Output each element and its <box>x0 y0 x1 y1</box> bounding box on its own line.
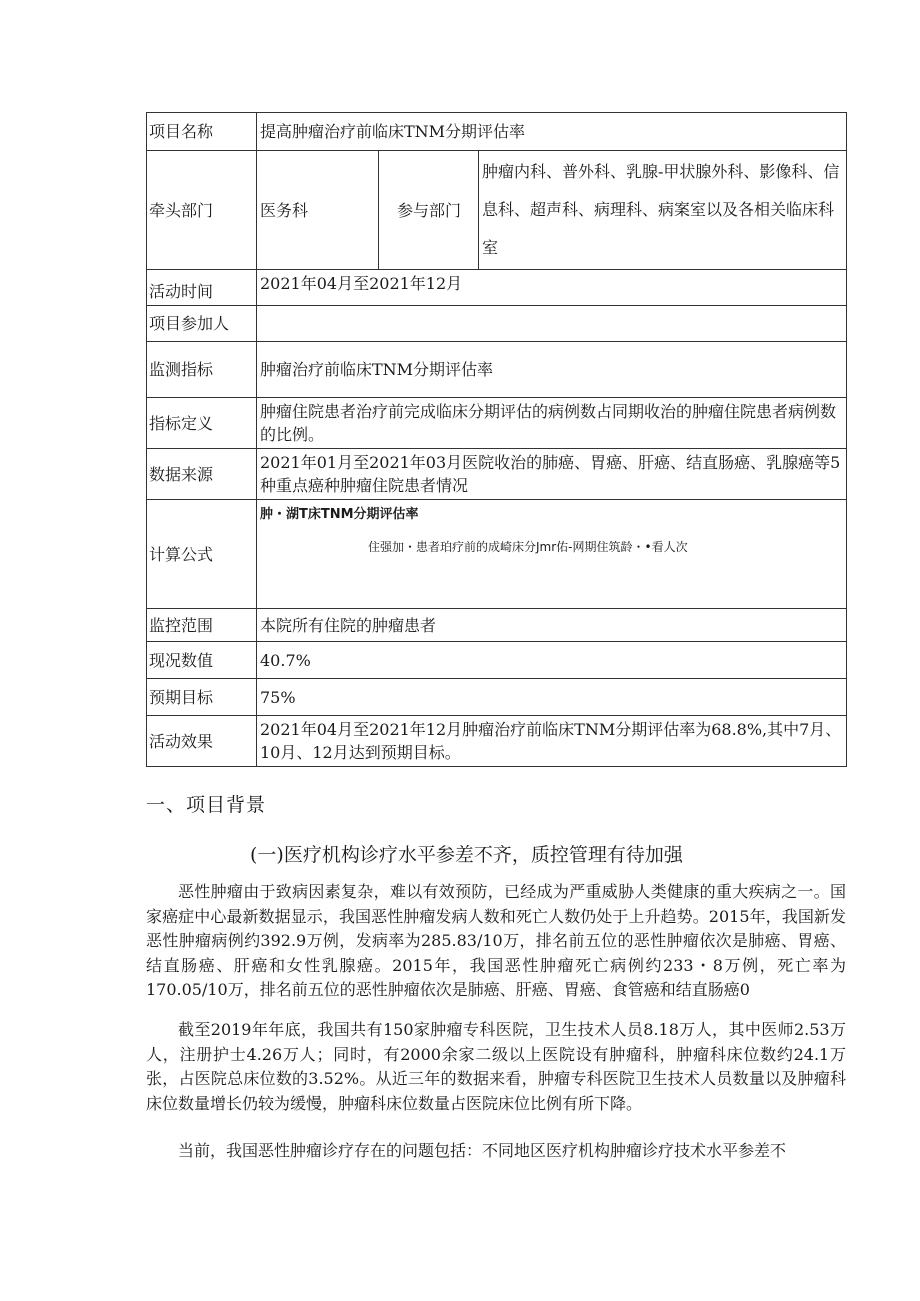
row-participants <box>147 306 847 342</box>
formula-label: 计算公式 <box>147 500 257 609</box>
activity-time-label: 活动时间 <box>147 270 257 306</box>
row-indicator <box>147 342 847 398</box>
row-formula <box>147 500 847 609</box>
definition-label: 指标定义 <box>147 398 257 449</box>
participants-label: 项目参加人 <box>147 306 257 342</box>
definition-value: 肿瘤住院患者治疗前完成临床分期评估的病例数占同期收治的肿瘤住院患者病例数的比例。 <box>257 398 847 449</box>
row-activity-time <box>147 270 847 306</box>
row-project-name <box>147 113 847 151</box>
lead-dept-value: 医务科 <box>257 151 379 270</box>
paragraph-current-issues: 当前，我国恶性肿瘤诊疗存在的问题包括：不同地区医疗机构肿瘤诊疗技术水平参差不 <box>178 1141 787 1160</box>
data-source-label: 数据来源 <box>147 449 257 500</box>
section-heading: 一、项目背景 <box>146 794 267 816</box>
lead-dept-label: 牵头部门 <box>147 151 257 270</box>
formula-value <box>257 500 847 609</box>
row-data-source <box>147 449 847 500</box>
participating-dept-label: 参与部门 <box>379 151 479 270</box>
scope-value: 本院所有住院的肿瘤患者 <box>257 609 847 642</box>
scope-label: 监控范围 <box>147 609 257 642</box>
data-source-value: 2021年01月至2021年03月医院收治的肺癌、胃癌、肝癌、结直肠癌、乳腺癌等5种重点癌种肿瘤住院患者情况 <box>257 449 847 500</box>
formula-numerator: 肿・湖T床TNM分期评估率 <box>260 507 419 522</box>
sub-heading: (一)医疗机构诊疗水平参差不齐，质控管理有待加强 <box>250 844 683 866</box>
project-name-value: 提高肿瘤治疗前临床TNM分期评估率 <box>257 113 847 151</box>
paragraph-hospital-resources: 截至2019年年底，我国共有150家肿瘤专科医院，卫生技术人员8.18万人，其中医师2.53万人，注册护士4.26万人；同时，有2000余家二级以上医院设有肿瘤科，肿瘤科床位数约24.1万张，占医院总床位数的3.52%。从近三年的数据来看，肿瘤专科医院卫生技术人员数量以及肿瘤科床位数量增长仍较为缓慢，肿瘤科床位数量占医院床位比例有所下降。 <box>146 1020 846 1113</box>
row-definition <box>147 398 847 449</box>
participants-value <box>257 306 847 342</box>
effect-label: 活动效果 <box>147 716 257 767</box>
indicator-label: 监测指标 <box>147 342 257 398</box>
row-target <box>147 679 847 716</box>
target-value: 75% <box>257 679 847 716</box>
paragraph-cancer-incidence: 恶性肿瘤由于致病因素复杂，难以有效预防，已经成为严重威胁人类健康的重大疾病之一。国家癌症中心最新数据显示，我国恶性肿瘤发病人数和死亡人数仍处于上升趋势。2015年，我国新发恶性肿瘤病例约392.9万例，发病率为285.83/10万，排名前五位的恶性肿瘤依次是肺癌、胃癌、结直肠癌、肝癌和女性乳腺癌。2015年，我国恶性肿瘤死亡病例约233・8万例，死亡率为170.05/10万，排名前五位的恶性肿瘤依次是肺癌、肝癌、胃癌、食管癌和结直肠癌0 <box>146 882 846 999</box>
row-current <box>147 642 847 679</box>
effect-value: 2021年04月至2021年12月肿瘤治疗前临床TNM分期评估率为68.8%,其中7月、10月、12月达到预期目标。 <box>257 716 847 767</box>
row-departments <box>147 151 847 270</box>
formula-denominator: 住强加・患者珀疗前的成崎床分Jmr佑-网期住筑龄・•看人次 <box>368 540 688 554</box>
row-scope <box>147 609 847 642</box>
target-label: 预期目标 <box>147 679 257 716</box>
row-effect <box>147 716 847 767</box>
participating-dept-value: 肿瘤内科、普外科、乳腺-甲状腺外科、影像科、信息科、超声科、病理科、病案室以及各相关临床科室 <box>479 151 847 270</box>
indicator-value: 肿瘤治疗前临床TNM分期评估率 <box>257 342 847 398</box>
current-label: 现况数值 <box>147 642 257 679</box>
project-name-label: 项目名称 <box>147 113 257 151</box>
current-value: 40.7% <box>257 642 847 679</box>
project-info-table <box>146 112 847 767</box>
activity-time-value: 2021年04月至2021年12月 <box>257 270 847 306</box>
